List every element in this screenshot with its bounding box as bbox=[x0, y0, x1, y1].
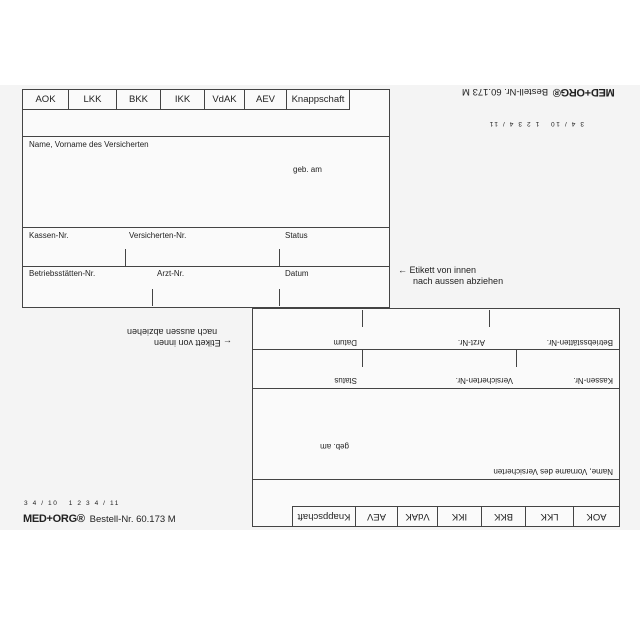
peel-instruction bbox=[398, 265, 503, 287]
insurer-lkk: LKK bbox=[525, 506, 573, 526]
divider bbox=[253, 388, 619, 389]
tick bbox=[125, 249, 126, 266]
tick bbox=[279, 249, 280, 266]
name-label: Name, Vorname des Versicherten bbox=[29, 140, 149, 149]
divider bbox=[253, 349, 619, 350]
insurer-row bbox=[23, 90, 350, 110]
insurer-ikk: IKK bbox=[437, 506, 481, 526]
instruction-line1: Etikett von innen bbox=[409, 265, 477, 275]
brand-line-inverted bbox=[462, 86, 615, 98]
insurer-knappschaft: Knappschaft bbox=[292, 506, 355, 526]
brand-line bbox=[23, 513, 176, 525]
code-a: 3 4 / 10 bbox=[24, 500, 59, 507]
insurer-row bbox=[292, 506, 619, 526]
name-label: Name, Vorname des Versicherten bbox=[493, 467, 613, 476]
tick bbox=[279, 289, 280, 306]
insurance-form-upper bbox=[22, 89, 390, 308]
versicherten-nr-label: Versicherten-Nr. bbox=[455, 376, 513, 385]
instruction-line1: Etikett von innen bbox=[154, 338, 221, 348]
tick bbox=[489, 310, 490, 327]
dob-label: geb. am bbox=[320, 442, 349, 451]
insurer-aev: AEV bbox=[245, 90, 287, 110]
divider bbox=[23, 136, 389, 137]
dob-label: geb. am bbox=[293, 165, 322, 174]
versicherten-nr-label: Versicherten-Nr. bbox=[129, 231, 187, 240]
tick bbox=[516, 350, 517, 367]
code-b: 1 2 3 4 / 11 bbox=[68, 500, 120, 507]
code-a: 3 4 / 10 bbox=[549, 120, 584, 127]
arzt-nr-label: Arzt-Nr. bbox=[457, 338, 485, 347]
order-number: Bestell-Nr. 60.173 M bbox=[462, 86, 549, 97]
product-codes-inverted bbox=[488, 120, 584, 127]
arrow-left-icon: ← bbox=[398, 265, 407, 275]
status-label: Status bbox=[285, 231, 308, 240]
med-org-logo: MED+ORG® bbox=[553, 86, 615, 98]
code-b: 1 2 3 4 / 11 bbox=[488, 120, 540, 127]
betriebsstaetten-nr-label: Betriebsstätten-Nr. bbox=[29, 269, 96, 278]
divider bbox=[23, 227, 389, 228]
med-org-logo: MED+ORG® bbox=[23, 513, 85, 525]
betriebsstaetten-nr-label: Betriebsstätten-Nr. bbox=[546, 338, 613, 347]
tick bbox=[152, 289, 153, 306]
insurer-bkk: BKK bbox=[117, 90, 161, 110]
product-codes bbox=[24, 500, 120, 507]
insurance-form-lower bbox=[252, 308, 620, 527]
divider bbox=[23, 266, 389, 267]
kassen-nr-label: Kassen-Nr. bbox=[573, 376, 613, 385]
tick bbox=[362, 350, 363, 367]
arrow-left-icon: ← bbox=[223, 338, 233, 348]
order-number: Bestell-Nr. 60.173 M bbox=[89, 514, 176, 525]
insurer-bkk: BKK bbox=[481, 506, 525, 526]
insurer-ikk: IKK bbox=[161, 90, 205, 110]
insurer-aev: AEV bbox=[355, 506, 397, 526]
insurer-aok: AOK bbox=[573, 506, 619, 526]
divider bbox=[253, 479, 619, 480]
insurer-vdak: VdAK bbox=[205, 90, 245, 110]
kassen-nr-label: Kassen-Nr. bbox=[29, 231, 69, 240]
instruction-line2: nach aussen abziehen bbox=[413, 276, 504, 286]
peel-instruction-inverted bbox=[127, 326, 232, 348]
insurer-knappschaft: Knappschaft bbox=[287, 90, 350, 110]
instruction-line2: nach aussen abziehen bbox=[127, 327, 218, 337]
insurer-aok: AOK bbox=[23, 90, 69, 110]
tick bbox=[362, 310, 363, 327]
insurer-lkk: LKK bbox=[69, 90, 117, 110]
status-label: Status bbox=[334, 376, 357, 385]
insurer-vdak: VdAK bbox=[397, 506, 437, 526]
datum-label: Datum bbox=[333, 338, 357, 347]
arzt-nr-label: Arzt-Nr. bbox=[157, 269, 185, 278]
datum-label: Datum bbox=[285, 269, 309, 278]
